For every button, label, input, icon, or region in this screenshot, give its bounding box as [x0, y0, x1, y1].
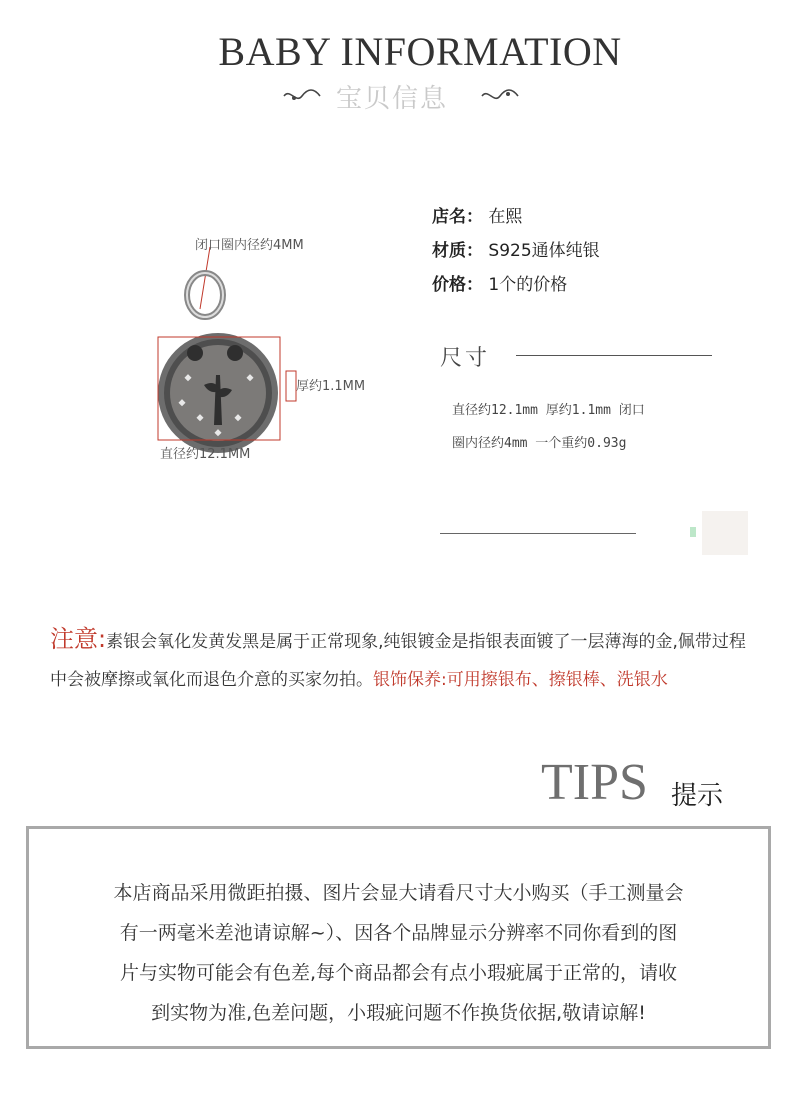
tips-text [29, 873, 768, 1033]
page-title-cn: 宝贝信息 [336, 84, 449, 114]
diameter-label: 直径约12.1MM [160, 447, 251, 462]
spec-key: 店名： [432, 207, 483, 227]
ring-diameter-label: 闭口圈内径约4MM [195, 238, 304, 253]
spec-value: 在熙 [488, 207, 523, 227]
section-divider [440, 533, 636, 534]
spec-key: 材质： [432, 241, 483, 261]
thickness-label: 厚约1.1MM [296, 379, 366, 394]
notice-lead: 注意: [50, 625, 107, 653]
page-title-en: BABY INFORMATION [218, 29, 622, 74]
size-detail-line: 直径约12.1mm 厚约1.1mm 闭口 [452, 403, 645, 418]
spec-material [432, 236, 600, 261]
tips-line: 片与实物可能会有色差,每个商品都会有点小瑕疵属于正常的，请收 [119, 962, 678, 984]
title-cn-row [270, 78, 570, 114]
spec-value: S925通体纯银 [488, 241, 600, 261]
notice-body: 素银会氧化发黄发黑是属于正常现象,纯银镀金是指银表面镀了一层薄海的金,佩带过程中会被摩擦或氧化而退色介意的买家勿拍。 [50, 632, 746, 690]
spec-store [432, 202, 522, 227]
spec-price [432, 270, 567, 295]
spec-key: 价格： [432, 275, 483, 295]
care-tip: 银饰保养:可用擦银布、擦银棒、洗银水 [373, 670, 668, 690]
tips-box [26, 826, 771, 1049]
tips-line: 有一两毫米差池请谅解~）、因各个品牌显示分辨率不同你看到的图 [119, 922, 678, 944]
decor-swatch [702, 511, 748, 555]
tips-title-en: TIPS [541, 754, 648, 811]
spec-value: 1个的价格 [488, 275, 568, 295]
pendant-image [150, 225, 390, 475]
tips-line: 到实物为准,色差问题，小瑕疵问题不作换货依据,敬请谅解! [151, 1002, 646, 1024]
decor-dot [690, 527, 696, 537]
left-ornament-icon [282, 86, 322, 106]
size-detail-line: 圈内径约4mm 一个重约0.93g [452, 436, 627, 451]
right-ornament-icon [480, 86, 520, 106]
size-divider [516, 355, 712, 356]
tips-title-cn: 提示 [671, 781, 724, 811]
notice-paragraph [50, 620, 760, 699]
size-heading: 尺寸 [440, 346, 491, 371]
tips-line: 本店商品采用微距拍摄、图片会显大请看尺寸大小购买（手工测量会 [113, 882, 684, 904]
